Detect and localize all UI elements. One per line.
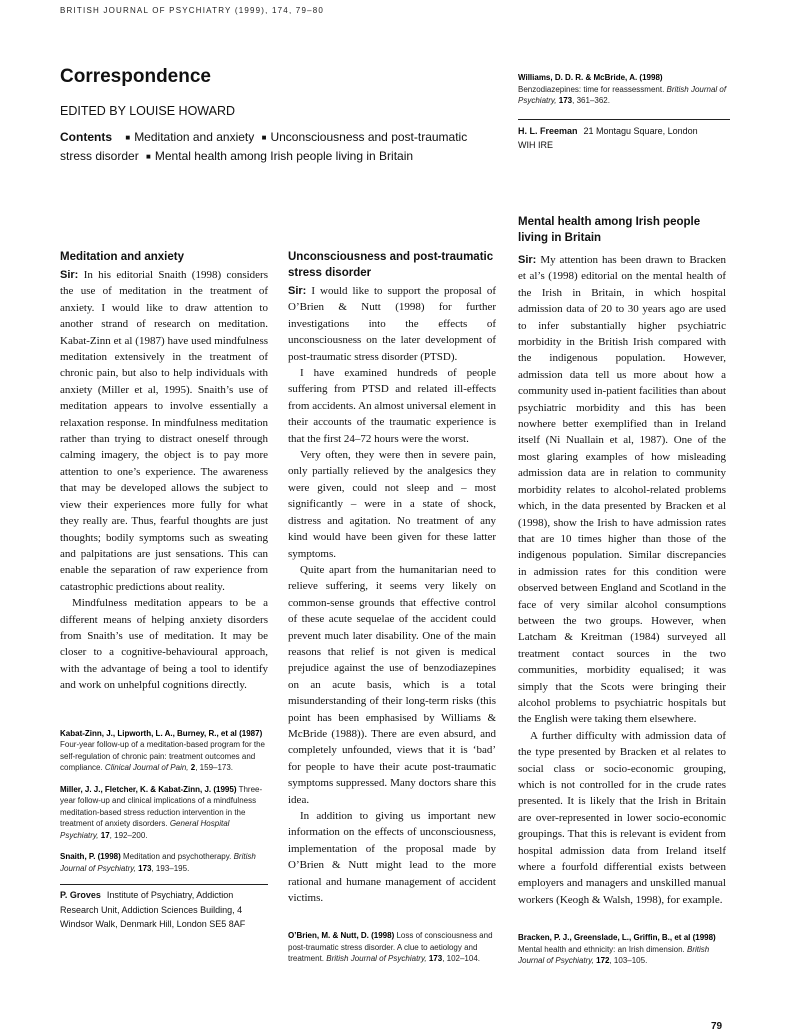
reference: Bracken, P. J., Greenslade, L., Griffin, B., et al (1998) Mental health and ethnicity: an Irish dimension. British Journal of Psychiatry, 172, 103–105. — [518, 933, 716, 966]
letter-unconsciousness-refs — [288, 930, 496, 965]
page-number: 79 — [711, 1021, 723, 1032]
paragraph: Quite apart from the humanitarian need to relieve suffering, it seems very likely on common-sense grounds that effective control of these acute sequelae of the accident could prevent much later disability. One of the main reasons that relief is not given is medical prejudice against the use of benzodiazepines on an acute basis, which is a total misunderstanding of their long-term risks (this point has been emphasised by Williams & McBride (1988)). There are even absurd, and completely unfounded, views that it is ‘bad’ for people to have their acute post-traumatic symptoms suppressed. Many doctors share this idea. — [288, 563, 496, 806]
running-head: BRITISH JOURNAL OF PSYCHIATRY (1999), 174, 79–80 — [60, 6, 325, 15]
author-address: H. L. Freeman 21 Montagu Square, London WIH IRE — [518, 125, 698, 150]
paragraph: In addition to giving us important new information on the effects of unconsciousness, implementation of the proposal made by O’Brien & Nutt might lead to the more rational and humane management of accident victims. — [288, 810, 496, 905]
reference: Miller, J. J., Fletcher, K. & Kabat-Zinn, J. (1995) Three-year follow-up and clinical implications of a mindfulness meditation-based stress reduction intervention in the treatment of anxiety disorders. General Hospital Psychiatry, 17, 192–200. — [60, 784, 263, 840]
divider — [60, 884, 268, 885]
paragraph: Mindfulness meditation appears to be a different means of helping anxiety disorders from Snaith’s use of meditation. It may be closer to a cognitive-behavioural approach, with the advantage of being a tool to identify and work on unhelpful cognitions directly. — [60, 597, 268, 692]
letter-irish-refs — [518, 932, 726, 967]
letter-heading: Mental health among Irish people living in Britain — [518, 216, 701, 244]
letter-irish-mental-health — [518, 214, 726, 977]
contents-item: Meditation and anxiety — [134, 130, 255, 144]
paragraph: Sir: My attention has been drawn to Bracken et al’s (1998) editorial on the mental health of the Irish in Britain, in which hospital admission data of 20 to 30 years ago are used to infer substantially higher psychiatric morbidity in the British Irish compared with the indigenous population. However, admission data tell us more about how a community used in-patient facilities than about psychiatric morbidity and this has been nowhere better exemplified than in Ireland itself (Ni Nuallain et al, 1987). One of the most glaring examples of how misleading admission data are in relation to community morbidity relates to alcohol-related problems which, in the data presented by Bracken et al (1998), show the Irish to have admission rates that are 10 times higher than those of the indigenous population. Similar discrepancies in admission rates for this condition were observed between England and Scotland in the face of very similar alcohol consumptions between the two groups. However, when Latcham & Kreitman (1984) surveyed all treatment contact sources in the two communities, morbidity equalised; it was simply that the Scots were bringing their alcohol problems to psychiatric hospitals but the English were taking them elsewhere. — [518, 254, 727, 726]
letter-heading: Meditation and anxiety — [60, 251, 184, 263]
divider — [518, 119, 730, 120]
editor-line: EDITED BY LOUISE HOWARD — [60, 104, 236, 118]
reference: Williams, D. D. R. & McBride, A. (1998) Benzodiazepines: time for reassessment. British Journal of Psychiatry, 173, 361–362. — [518, 73, 727, 105]
paragraph: Sir: I would like to support the proposal of O’Brien & Nutt (1998) for further investigations into the effects of unconsciousness on the later development of post-traumatic stress disorder (PTSD). — [288, 285, 497, 363]
paragraph: Very often, they were then in severe pain, only partially relieved by the analgesics they were given, could not sleep and – most significantly – were in a state of shock, distress and agitation. No treatment of any kind would have been given for these latter symptoms. — [288, 449, 496, 560]
paragraph: A further difficulty with admission data of the type presented by Bracken et al relates to social class or socio-economic grouping, which is not controlled for in the crude rates presented. It is likely that the Irish in Britain are over-represented in lower socio-economic groupings. That this is relevant is evident from hospital admission data from Ireland itself where a fourfold differential exists between employers and managers and unskilled manual workers (Keogh & Walsh, 1998), for example. — [518, 729, 726, 906]
reference: Snaith, P. (1998) Meditation and psychotherapy. British Journal of Psychiatry, 173, 193–195. — [60, 852, 256, 873]
contents-label: Contents — [60, 130, 112, 144]
letter-heading: Unconsciousness and post-traumatic stress disorder — [288, 251, 494, 279]
letter-meditation — [60, 249, 268, 932]
reference: Kabat-Zinn, J., Lipworth, L. A., Burney, R., et al (1987) Four-year follow-up of a meditation-based program for the self-regulation of chronic pain: treatment outcomes and compliance. Clinical Journal of Pain, 2, 159–173. — [60, 728, 265, 773]
top-right-block — [518, 72, 730, 153]
bullet-icon: ■ — [261, 133, 267, 142]
paragraph: I have examined hundreds of people suffering from PTSD and related ill-effects from accidents. An almost universal element in their accounts of the traumatic experience is that the first 24–72 hours were the worst. — [288, 367, 496, 445]
bullet-icon: ■ — [125, 133, 131, 142]
page-title: Correspondence — [60, 66, 211, 87]
contents-item: Mental health among Irish people living in Britain — [154, 149, 414, 163]
author-address: P. Groves Institute of Psychiatry, Addiction Research Unit, Addiction Sciences Building, 4 Windsor Walk, Denmark Hill, London SE5 8AF — [60, 890, 246, 930]
bullet-icon: ■ — [146, 152, 151, 161]
letter-unconsciousness — [288, 249, 496, 975]
reference: O’Brien, M. & Nutt, D. (1998) Loss of consciousness and post-traumatic stress disorder. A clue to aetiology and treatment. British Journal of Psychiatry, 173, 102–104. — [288, 931, 493, 964]
paragraph: Sir: In his editorial Snaith (1998) considers the use of meditation in the treatment of anxiety. I would like to draw attention to another strand of research on meditation. Kabat-Zinn et al (1987) have used mindfulness meditation extensively in the treatment of chronic pain, but also to help individuals with anxiety (Miller et al, 1995). Snaith’s use of meditation appears to involve essentially a relaxation response. In mindfulness meditation rather than trying to distract oneself through calming imagery, the object is to pay more attention to one’s experience. The awareness that may be developed allows the subject to view their experiences more fully for what they really are. Thus, fearful thoughts are just thoughts; bodily symptoms such as sweating and palpitations are just sensations. This can enable the separation of raw experience from catastrophic predictions about reality. — [60, 269, 269, 593]
contents-item: Unconsciousness and post-traumatic stress disorder — [60, 130, 468, 163]
contents-list — [60, 128, 500, 166]
